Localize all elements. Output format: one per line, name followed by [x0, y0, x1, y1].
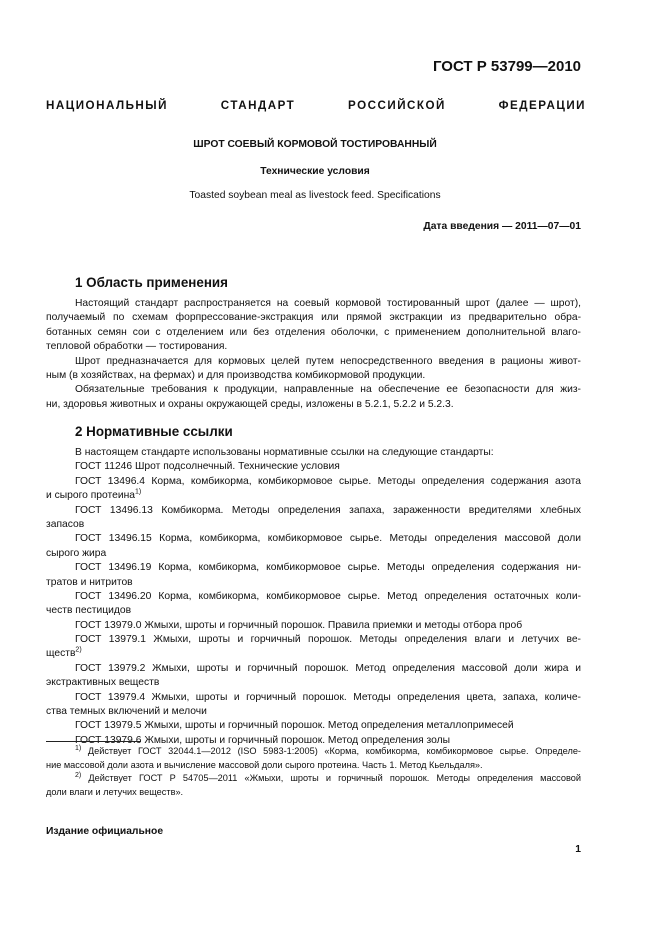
footnote-1 — [46, 745, 581, 774]
introduction-date: Дата введения — 2011—07—01 — [423, 221, 581, 232]
reference-line: ГОСТ 13496.20 Корма, комбикорма, комбикормовое сырье. Метод определения остаточных коли- — [75, 590, 581, 602]
reference-line: экстрактивных веществ — [46, 677, 160, 689]
section-1-body — [46, 297, 581, 412]
document-subtitle: Технические условия — [260, 166, 370, 177]
reference-line: ГОСТ 13979.0 Жмыхи, шроты и горчичный порошок. Правила приемки и методы отбора проб — [75, 619, 523, 631]
reference-line: ГОСТ 13496.13 Комбикорма. Методы определения запаха, зараженности вредителями хлебных — [75, 504, 581, 516]
document-title: ШРОТ СОЕВЫЙ КОРМОВОЙ ТОСТИРОВАННЫЙ — [193, 139, 437, 150]
reference-line: ГОСТ 13979.6 Жмыхи, шроты и горчичный порошок. Метод определения золы — [75, 734, 451, 746]
paragraph-line: ни, здоровья животных и охраны окружающей среды, изложены в 5.2.1, 5.2.2 и 5.2.3. — [46, 398, 454, 410]
reference-line: сырого жира — [46, 547, 107, 559]
reference-line: тратов и нитритов — [46, 576, 133, 588]
footnote-1-mark: 1) — [75, 744, 82, 752]
national-standard-banner: НАЦИОНАЛЬНЫЙ СТАНДАРТ РОССИЙСКОЙ ФЕДЕРАЦИИ — [46, 99, 586, 112]
section-1-heading: 1 Область применения — [75, 275, 228, 290]
reference-line: ГОСТ 13979.4 Жмыхи, шроты и горчичный порошок. Методы определения цвета, запаха, количе- — [75, 691, 581, 703]
paragraph-line: ным (в хозяйствах, на фермах) и для производства комбикормовой продукции. — [46, 369, 426, 381]
paragraph-line: тепловой обработки — тостирования. — [46, 341, 228, 353]
reference-line: ГОСТ 11246 Шрот подсолнечный. Технические условия — [75, 461, 340, 473]
paragraph-line: ботанных семян сои с отделением или без отделения оболочки, с применением дополнительной влаго- — [46, 326, 581, 338]
footnote-2-mark: 2) — [75, 771, 82, 779]
footnote-2 — [46, 772, 581, 801]
reference-line: ГОСТ 13496.4 Корма, комбикорма, комбикормовое сырье. Методы определения содержания азота — [75, 475, 581, 487]
page-number: 1 — [575, 844, 581, 855]
official-edition-label: Издание официальное — [46, 826, 164, 837]
reference-line: ГОСТ 13979.5 Жмыхи, шроты и горчичный порошок. Метод определения металлопримесей — [75, 720, 514, 732]
paragraph-line: получаемый по схемам форпрессование-экстракция или прямой экстракции из предварительно обра- — [46, 312, 581, 324]
footnote-line: доли влаги и летучих веществ». — [46, 787, 184, 798]
paragraph-line: Настоящий стандарт распространяется на соевый кормовой тостированный шрот (далее — шрот), — [75, 298, 581, 309]
section-2-body — [46, 446, 581, 748]
footnote-line: $^{1)}$ Действует ГОСТ 32044.1—2012 (ISO 5983-1:2005) «Корма, комбикорма, комбикормовое сырье. Определе- — [75, 744, 581, 756]
reference-line: ства темных включений и мелочи — [46, 706, 207, 718]
reference-line: и сырого протеина$^{1)}$ — [46, 488, 142, 502]
paragraph-line: Шрот предназначается для кормовых целей путем непосредственного введения в рационы живот- — [75, 355, 581, 367]
footnote-1-ref[interactable]: 1) — [135, 488, 142, 496]
reference-line: ществ$^{2)}$ — [46, 647, 82, 660]
reference-line: честв пестицидов — [46, 605, 132, 617]
reference-line: запасов — [46, 518, 85, 530]
reference-line: ГОСТ 13979.2 Жмыхи, шроты и горчичный порошок. Метод определения массовой доли жира и — [75, 662, 581, 674]
standard-number: ГОСТ Р 53799—2010 — [432, 58, 581, 75]
paragraph-line: Обязательные требования к продукции, направленные на обеспечение ее безопасности для жиз- — [75, 384, 581, 396]
footnote-2-ref[interactable]: 2) — [75, 647, 82, 655]
reference-line: ГОСТ 13496.15 Корма, комбикорма, комбикормовое сырье. Методы определения массовой доли — [75, 533, 581, 545]
reference-line: ГОСТ 13496.19 Корма, комбикорма, комбикормовое сырье. Методы определения содержания ни- — [75, 562, 581, 574]
footnote-line: ние массовой доли азота и вычисление массовой доли сырого протеина. Часть 1. Метод Кьельдаля». — [46, 760, 483, 771]
paragraph-line: В настоящем стандарте использованы нормативные ссылки на следующие стандарты: — [75, 447, 494, 458]
section-2-heading: 2 Нормативные ссылки — [75, 424, 233, 439]
document-title-english: Toasted soybean meal as livestock feed. Specifications — [189, 190, 441, 201]
reference-line: ГОСТ 13979.1 Жмыхи, шроты и горчичный порошок. Методы определения влаги и летучих ве- — [75, 634, 581, 646]
footnote-divider — [46, 741, 141, 742]
footnote-line: $^{2)}$ Действует ГОСТ Р 54705—2011 «Жмыхи, шроты и горчичный порошок. Методы определения массовой — [75, 771, 581, 783]
